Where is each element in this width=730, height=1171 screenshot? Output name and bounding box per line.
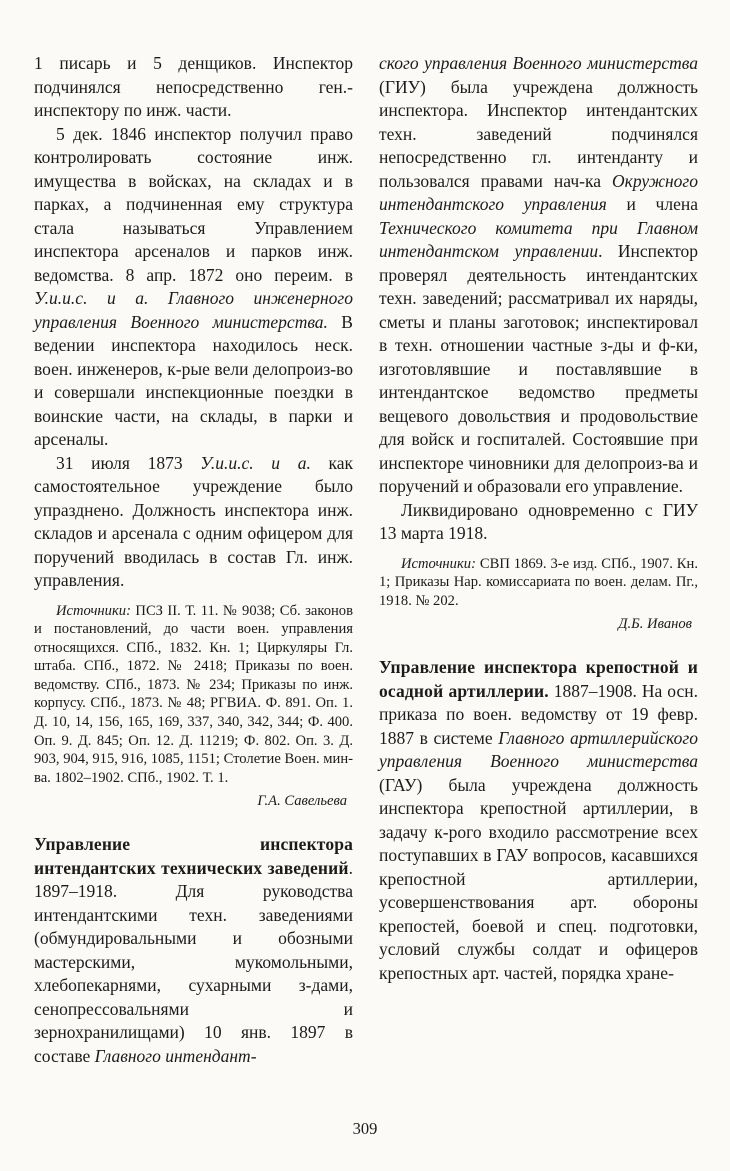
text-run: Технического комитета при Главном интендантском управлении (379, 217, 698, 261)
page-number: 309 (352, 1119, 378, 1138)
right-column (379, 52, 698, 1068)
paragraph (34, 52, 353, 123)
sources-note (379, 555, 698, 611)
text-run: 1887–1908. На осн. приказа по воен. ведомству от 19 февр. 1887 в системе (379, 680, 698, 748)
text-run: Источники: (401, 555, 476, 572)
text-run: Главного артиллерийского управления Военного министерства (379, 727, 699, 772)
text-run: ПСЗ II. Т. 11. № 9038; Сб. законов и постановлений, до части воен. управления относящихся. СПб., 1832. Кн. 1; Циркуляры Гл. штаба. СПб., 1872. № 2418; Приказы по воен. ведомству. СПб., 1873. № 234; Приказы по инж. корпусу. СПб., 1873. № 48; РГВИА. Ф. 891. Оп. 1. Д. 10, 14, 156, 165, 169, 337, 340, 342, 344; Ф. 400. Оп. 9. Д. 845; Оп. 12. Д. 11219; Ф. 802. Оп. 3. Д. 903, 904, 915, 916, 1085, 1151; Столетие Воен. мин-ва. 1802–1902. СПб., 1902. Т. 1. (34, 602, 353, 786)
text-run: 5 дек. 1846 инспектор получил право контролировать состояние инж. имущества в войсках, на складах и в парках, а подчиненная ему структура стала называться Управлением инспектора арсеналов и парков инж. ведомства. 8 апр. 1872 оно переим. в (34, 123, 353, 285)
paragraph (379, 499, 698, 546)
text-run: Окружного интендантского управления (379, 170, 698, 214)
text-run: ского управления Военного министерства (379, 53, 698, 73)
text-columns (34, 52, 698, 1068)
text-run: (ГИУ) была учреждена должность инспектора. Инспектор интендантских техн. заведений подчинялся непосредственно гл. интенданту и пользовался правами нач-ка (379, 76, 698, 191)
text-run: СВП 1869. 3-е изд. СПб., 1907. Кн. 1; Приказы Нар. комиссариата по воен. делам. Пг., 1918. № 202. (379, 555, 698, 609)
text-run: В ведении инспектора находилось неск. воен. инженеров, к-рые вели делопроиз-во и совершали инспекционные поездки в воинские части, на склады, в парки и арсеналы. (34, 311, 353, 449)
text-run: Управление инспектора интендантских технических заведений (34, 834, 353, 878)
text-run: Главного интендант- (94, 1045, 257, 1066)
paragraph (34, 123, 353, 452)
text-run: Источники: (56, 602, 131, 619)
text-run: Ликвидировано одновременно с ГИУ 13 марта 1918. (379, 499, 698, 543)
text-run: как самостоятельное учреждение было упразднено. Должность инспектора инж. складов и арсенала с одним офицером для поручений вводилась в состав Гл. инж. управления. (34, 452, 353, 590)
text-run: Управление инспектора крепостной и осадной артиллерии. (379, 657, 698, 701)
text-run: . 1897–1918. Для руководства интендантскими техн. заведениями (обмундировальными и обозными мастерскими, мукомольными, хлебопекарнями, сухарными з-дами, сенопрессовальнями и зернохранилищами) 10 янв. 1897 в составе (34, 857, 353, 1066)
text-run: (ГАУ) была учреждена должность инспектора крепостной артиллерии, в задачу к-рого входило рассмотрение всех поступавших в ГАУ вопросов, касавшихся крепостной артиллерии, усовершенствования арт. обороны крепостей, боевой и спец. подготовки, условий службы солдат и офицеров крепостных арт. частей, порядка хране- (379, 774, 698, 983)
article-paragraph (34, 833, 353, 1068)
sources-note (34, 602, 353, 788)
text-run: Г.А. Савельева (257, 793, 347, 810)
text-run: Д.Б. Иванов (618, 616, 692, 633)
author-signature (379, 615, 698, 634)
text-run: 31 июля 1873 (56, 452, 201, 473)
text-run: . Инспектор проверял деятельность интендантских техн. заведений; рассматривал их наряды, сметы и планы заготовок; инспектировал в техн. отношении частные з-ды и ф-ки, изготовлявшие и поставлявшие в интендантское ведомство предметы вещевого довольствия и продовольствие для войск и госпиталей. Состоявшие при инспекторе чиновники для делопроиз-ва и поручений и образовали его управление. (379, 241, 699, 496)
author-signature (34, 792, 353, 811)
text-run: 1 писарь и 5 денщиков. Инспектор подчинялся непосредственно ген.-инспектору по инж. части. (34, 53, 353, 120)
text-run: У.и.и.с. и а. (200, 452, 311, 473)
article-paragraph (379, 656, 698, 985)
text-run: и члена (606, 194, 698, 214)
paragraph (34, 452, 353, 593)
text-run: У.и.и.с. и а. Главного инженерного управления Военного министерства. (34, 288, 353, 332)
paragraph (379, 52, 698, 499)
left-column (34, 52, 353, 1068)
